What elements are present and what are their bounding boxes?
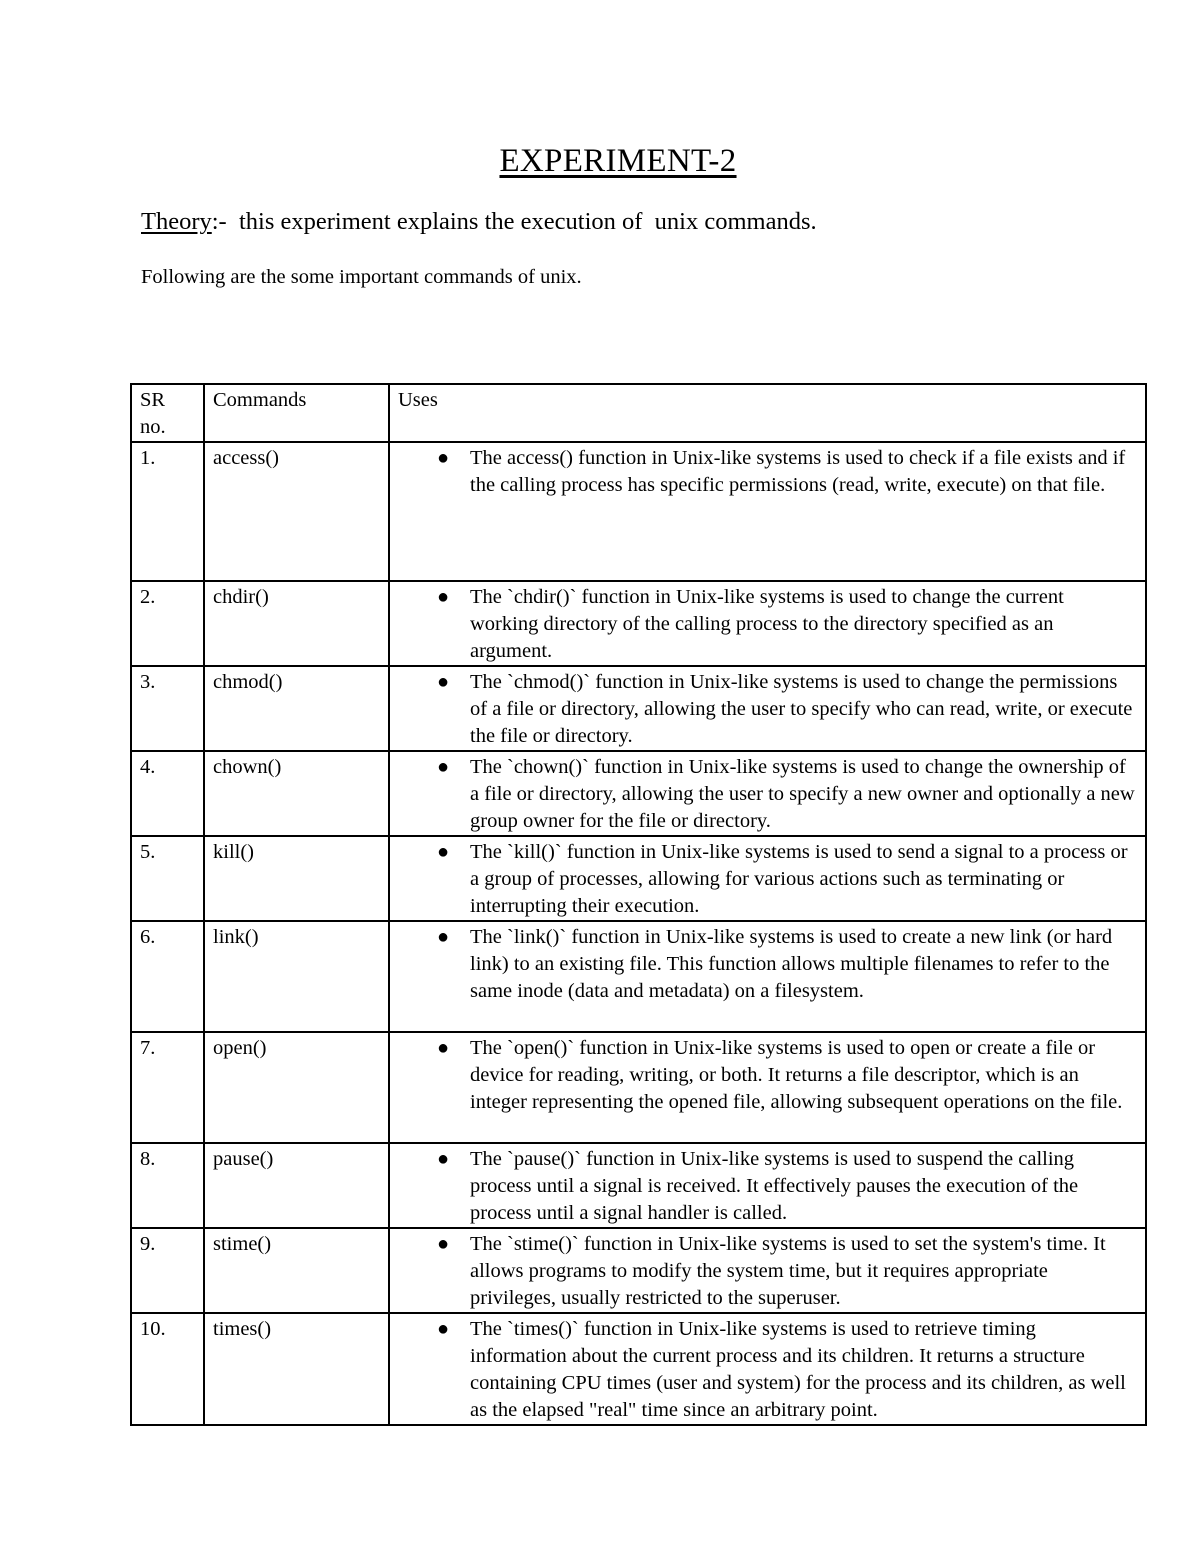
commands-table (130, 383, 1147, 1426)
uses-list (398, 669, 1137, 750)
sr-cell: 6. (131, 921, 204, 1032)
uses-list (398, 1231, 1137, 1312)
command-cell: kill() (204, 836, 389, 921)
uses-text: The access() function in Unix-like systems is used to check if a file exists and if the calling process has specific permissions (read, write, execute) on that file. (470, 447, 1126, 496)
uses-text: The `pause()` function in Unix-like systems is used to suspend the calling process until a signal is received. It effectively pauses the execution of the process until a signal handler is called. (470, 1148, 1079, 1224)
intro-line: Following are the some important commands of unix. (141, 266, 582, 288)
table-body (131, 384, 1146, 1425)
sr-cell: 5. (131, 836, 204, 921)
uses-cell (389, 1313, 1146, 1425)
uses-text: The `chmod()` function in Unix-like systems is used to change the permissions of a file or directory, allowing the user to specify who can read, write, or execute the file or directory. (470, 671, 1133, 747)
table-row (131, 581, 1146, 666)
sr-cell: 10. (131, 1313, 204, 1425)
uses-list (398, 1316, 1137, 1424)
sr-cell: 1. (131, 442, 204, 581)
table-row (131, 1313, 1146, 1425)
bullet-icon: ● (437, 1318, 450, 1340)
uses-list-item (437, 445, 1137, 499)
uses-text: The `open()` function in Unix-like systems is used to open or create a file or device for reading, writing, or both. It returns a file descriptor, which is an integer representing the opened file, allowing subsequent operations on the file. (470, 1037, 1123, 1113)
uses-cell (389, 442, 1146, 581)
uses-list-item (437, 839, 1137, 920)
uses-text: The `chdir()` function in Unix-like systems is used to change the current working directory of the calling process to the directory specified as an argument. (470, 586, 1064, 662)
sr-cell: 9. (131, 1228, 204, 1313)
uses-list (398, 839, 1137, 920)
table-row (131, 751, 1146, 836)
table-row (131, 442, 1146, 581)
command-cell: open() (204, 1032, 389, 1143)
theory-line (141, 208, 817, 236)
uses-cell (389, 751, 1146, 836)
uses-cell (389, 666, 1146, 751)
command-cell: access() (204, 442, 389, 581)
uses-text: The `times()` function in Unix-like systems is used to retrieve timing information about the current process and its children. It returns a structure containing CPU times (user and system) for the process and its children, as well as the elapsed "real" time since an arbitrary point. (470, 1318, 1126, 1421)
uses-cell (389, 581, 1146, 666)
command-cell: pause() (204, 1143, 389, 1228)
uses-list-item (437, 1035, 1137, 1116)
header-sr: SR no. (131, 384, 204, 442)
command-cell: times() (204, 1313, 389, 1425)
theory-separator: :- (211, 208, 239, 235)
sr-cell: 2. (131, 581, 204, 666)
uses-cell (389, 921, 1146, 1032)
sr-cell: 8. (131, 1143, 204, 1228)
theory-label: Theory (141, 208, 212, 235)
uses-list (398, 754, 1137, 835)
bullet-icon: ● (437, 586, 450, 608)
uses-list (398, 584, 1137, 665)
bullet-icon: ● (437, 1233, 450, 1255)
uses-text: The `kill()` function in Unix-like systems is used to send a signal to a process or a group of processes, allowing for various actions such as terminating or interrupting their execution. (470, 841, 1128, 917)
command-cell: chdir() (204, 581, 389, 666)
command-cell: chmod() (204, 666, 389, 751)
table-header-row (131, 384, 1146, 442)
theory-text: this experiment explains the execution of unix commands. (238, 208, 817, 235)
bullet-icon: ● (437, 926, 450, 948)
sr-cell: 3. (131, 666, 204, 751)
page-title: EXPERIMENT-2 (499, 143, 737, 179)
uses-cell (389, 836, 1146, 921)
table-row (131, 921, 1146, 1032)
command-cell: chown() (204, 751, 389, 836)
uses-list-item (437, 1146, 1137, 1227)
uses-list (398, 445, 1137, 499)
bullet-icon: ● (437, 1037, 450, 1059)
uses-text: The `chown()` function in Unix-like systems is used to change the ownership of a file or directory, allowing the user to specify a new owner and optionally a new group owner for the file or directory. (470, 756, 1135, 832)
uses-list-item (437, 584, 1137, 665)
header-commands: Commands (204, 384, 389, 442)
bullet-icon: ● (437, 447, 450, 469)
sr-cell: 4. (131, 751, 204, 836)
bullet-icon: ● (437, 671, 450, 693)
uses-list-item (437, 669, 1137, 750)
command-cell: stime() (204, 1228, 389, 1313)
table-row (131, 836, 1146, 921)
table-row (131, 1032, 1146, 1143)
uses-list-item (437, 754, 1137, 835)
uses-cell (389, 1228, 1146, 1313)
table-row (131, 1143, 1146, 1228)
uses-cell (389, 1143, 1146, 1228)
uses-list (398, 924, 1137, 1005)
uses-list-item (437, 1231, 1137, 1312)
table-row (131, 666, 1146, 751)
bullet-icon: ● (437, 1148, 450, 1170)
bullet-icon: ● (437, 756, 450, 778)
uses-list-item (437, 924, 1137, 1005)
uses-list (398, 1146, 1137, 1227)
header-uses: Uses (389, 384, 1146, 442)
bullet-icon: ● (437, 841, 450, 863)
uses-cell (389, 1032, 1146, 1143)
table-row (131, 1228, 1146, 1313)
uses-text: The `stime()` function in Unix-like systems is used to set the system's time. It allows programs to modify the system time, but it requires appropriate privileges, usually restricted to the superuser. (470, 1233, 1106, 1309)
command-cell: link() (204, 921, 389, 1032)
uses-text: The `link()` function in Unix-like systems is used to create a new link (or hard link) to an existing file. This function allows multiple filenames to refer to the same inode (data and metadata) on a filesystem. (470, 926, 1113, 1002)
sr-cell: 7. (131, 1032, 204, 1143)
uses-list-item (437, 1316, 1137, 1424)
uses-list (398, 1035, 1137, 1116)
